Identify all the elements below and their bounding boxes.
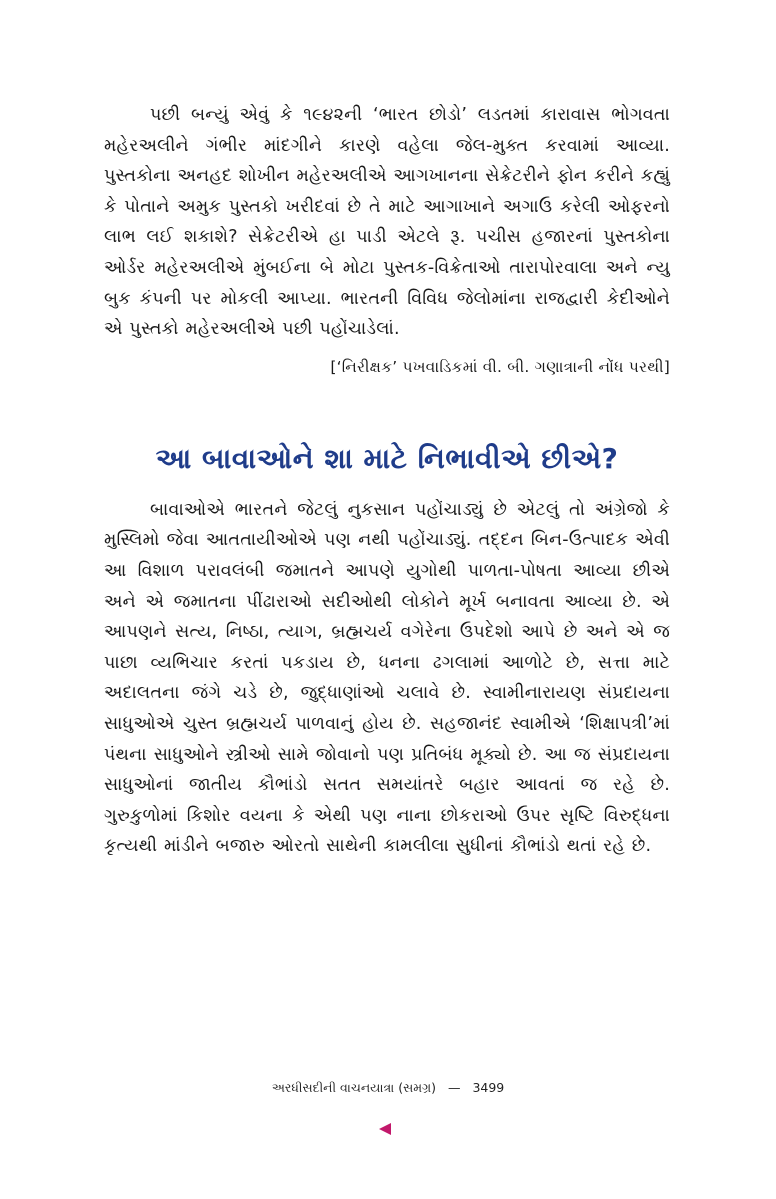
- page-number: 3499: [472, 1080, 505, 1095]
- article-title: આ બાવાઓને શા માટે નિભાવીએ છીએ?: [155, 441, 619, 475]
- footer-separator: —: [447, 1080, 461, 1095]
- article-bavas: [104, 439, 670, 862]
- triangle-left-icon[interactable]: [379, 1123, 391, 1135]
- source-citation: [‘નિરીક્ષક’ પખવાડિકમાં વી. બી. ગણાત્રાની નોંધ પરથી]: [330, 357, 670, 376]
- article-paragraph: પછી બન્યું એવું કે ૧૯૪૨ની ‘ભારત છોડો’ લડતમાં કારાવાસ ભોગવતા મહેરઅલીને ગંભીર માંદગીને કારણે વહેલા જેલ-મુક્ત કરવામાં આવ્યા. પુસ્તકોના અનહદ શોખીન મહેરઅલીએ આગખાનના સેક્રેટરીને ફોન કરીને કહ્યું કે પોતાને અમુક પુસ્તકો ખરીદવાં છે તે માટે આગાખાને અગાઉ કરેલી ઓફરનો લાભ લઈ શકાશે? સેક્રેટરીએ હા પાડી એટલે રૂ. પચીસ હજારનાં પુસ્તકોના ઓર્ડર મહેરઅલીએ મુંબઈના બે મોટા પુસ્તક-વિક્રેતાઓ તારાપોરવાલા અને ન્યુ બુક કંપની પર મોકલી આપ્યા. ભારતની વિવિધ જેલોમાંના રાજદ્વારી કેદીઓને એ પુસ્તકો મહેરઅલીએ પછી પહોંચાડેલાં.: [104, 105, 670, 340]
- article-mehrali-books: [104, 100, 670, 381]
- article-paragraph: બાવાઓએ ભારતને જેટલું નુકસાન પહોંચાડ્યું છે એટલું તો અંગ્રેજો કે મુસ્લિમો જેવા આતતાયીઓએ પણ નથી પહોંચાડ્યું. તદ્દન બિન-ઉત્પાદક એવી આ વિશાળ પરાવલંબી જમાતને આપણે યુગોથી પાળતા-પોષતા આવ્યા છીએ અને એ જમાતના પીંઢારાઓ સદીઓથી લોકોને મૂર્ખ બનાવતા આવ્યા છે. એ આપણને સત્ય, નિષ્ઠા, ત્યાગ, બ્રહ્મચર્ય વગેરેના ઉપદેશો આપે છે અને એ જ પાછા વ્યભિચાર કરતાં પકડાય છે, ધનના ઢગલામાં આળોટે છે, સત્તા માટે અદાલતના જંગે ચડે છે, જુદ્ધાણાંઓ ચલાવે છે. સ્વામીનારાયણ સંપ્રદાયના સાધુઓએ ચુસ્ત બ્રહ્મચર્ય પાળવાનું હોય છે. સહજાનંદ સ્વામીએ ‘શિક્ષાપત્રી’માં પંથના સાધુઓને સ્ત્રીઓ સામે જોવાનો પણ પ્રતિબંધ મૂક્યો છે. આ જ સંપ્રદાયના સાધુઓનાં જાતીય કૌભાંડો સતત સમયાંતરે બહાર આવતાં જ રહે છે. ગુરુકુળોમાં કિશોર વયના કે એથી પણ નાના છોકરાઓ ઉપર સૃષ્ટિ વિરુદ્ધના કૃત્યથી માંડીને બજારુ ઓરતો સાથેની કામલીલા સુધીનાં કૌભાંડો થતાં રહે છે.: [104, 499, 670, 857]
- page-footer: [0, 1079, 776, 1097]
- page-content: [104, 100, 670, 862]
- book-title: અરધીસદીની વાચનયાત્રા (સમગ્ર): [271, 1080, 437, 1095]
